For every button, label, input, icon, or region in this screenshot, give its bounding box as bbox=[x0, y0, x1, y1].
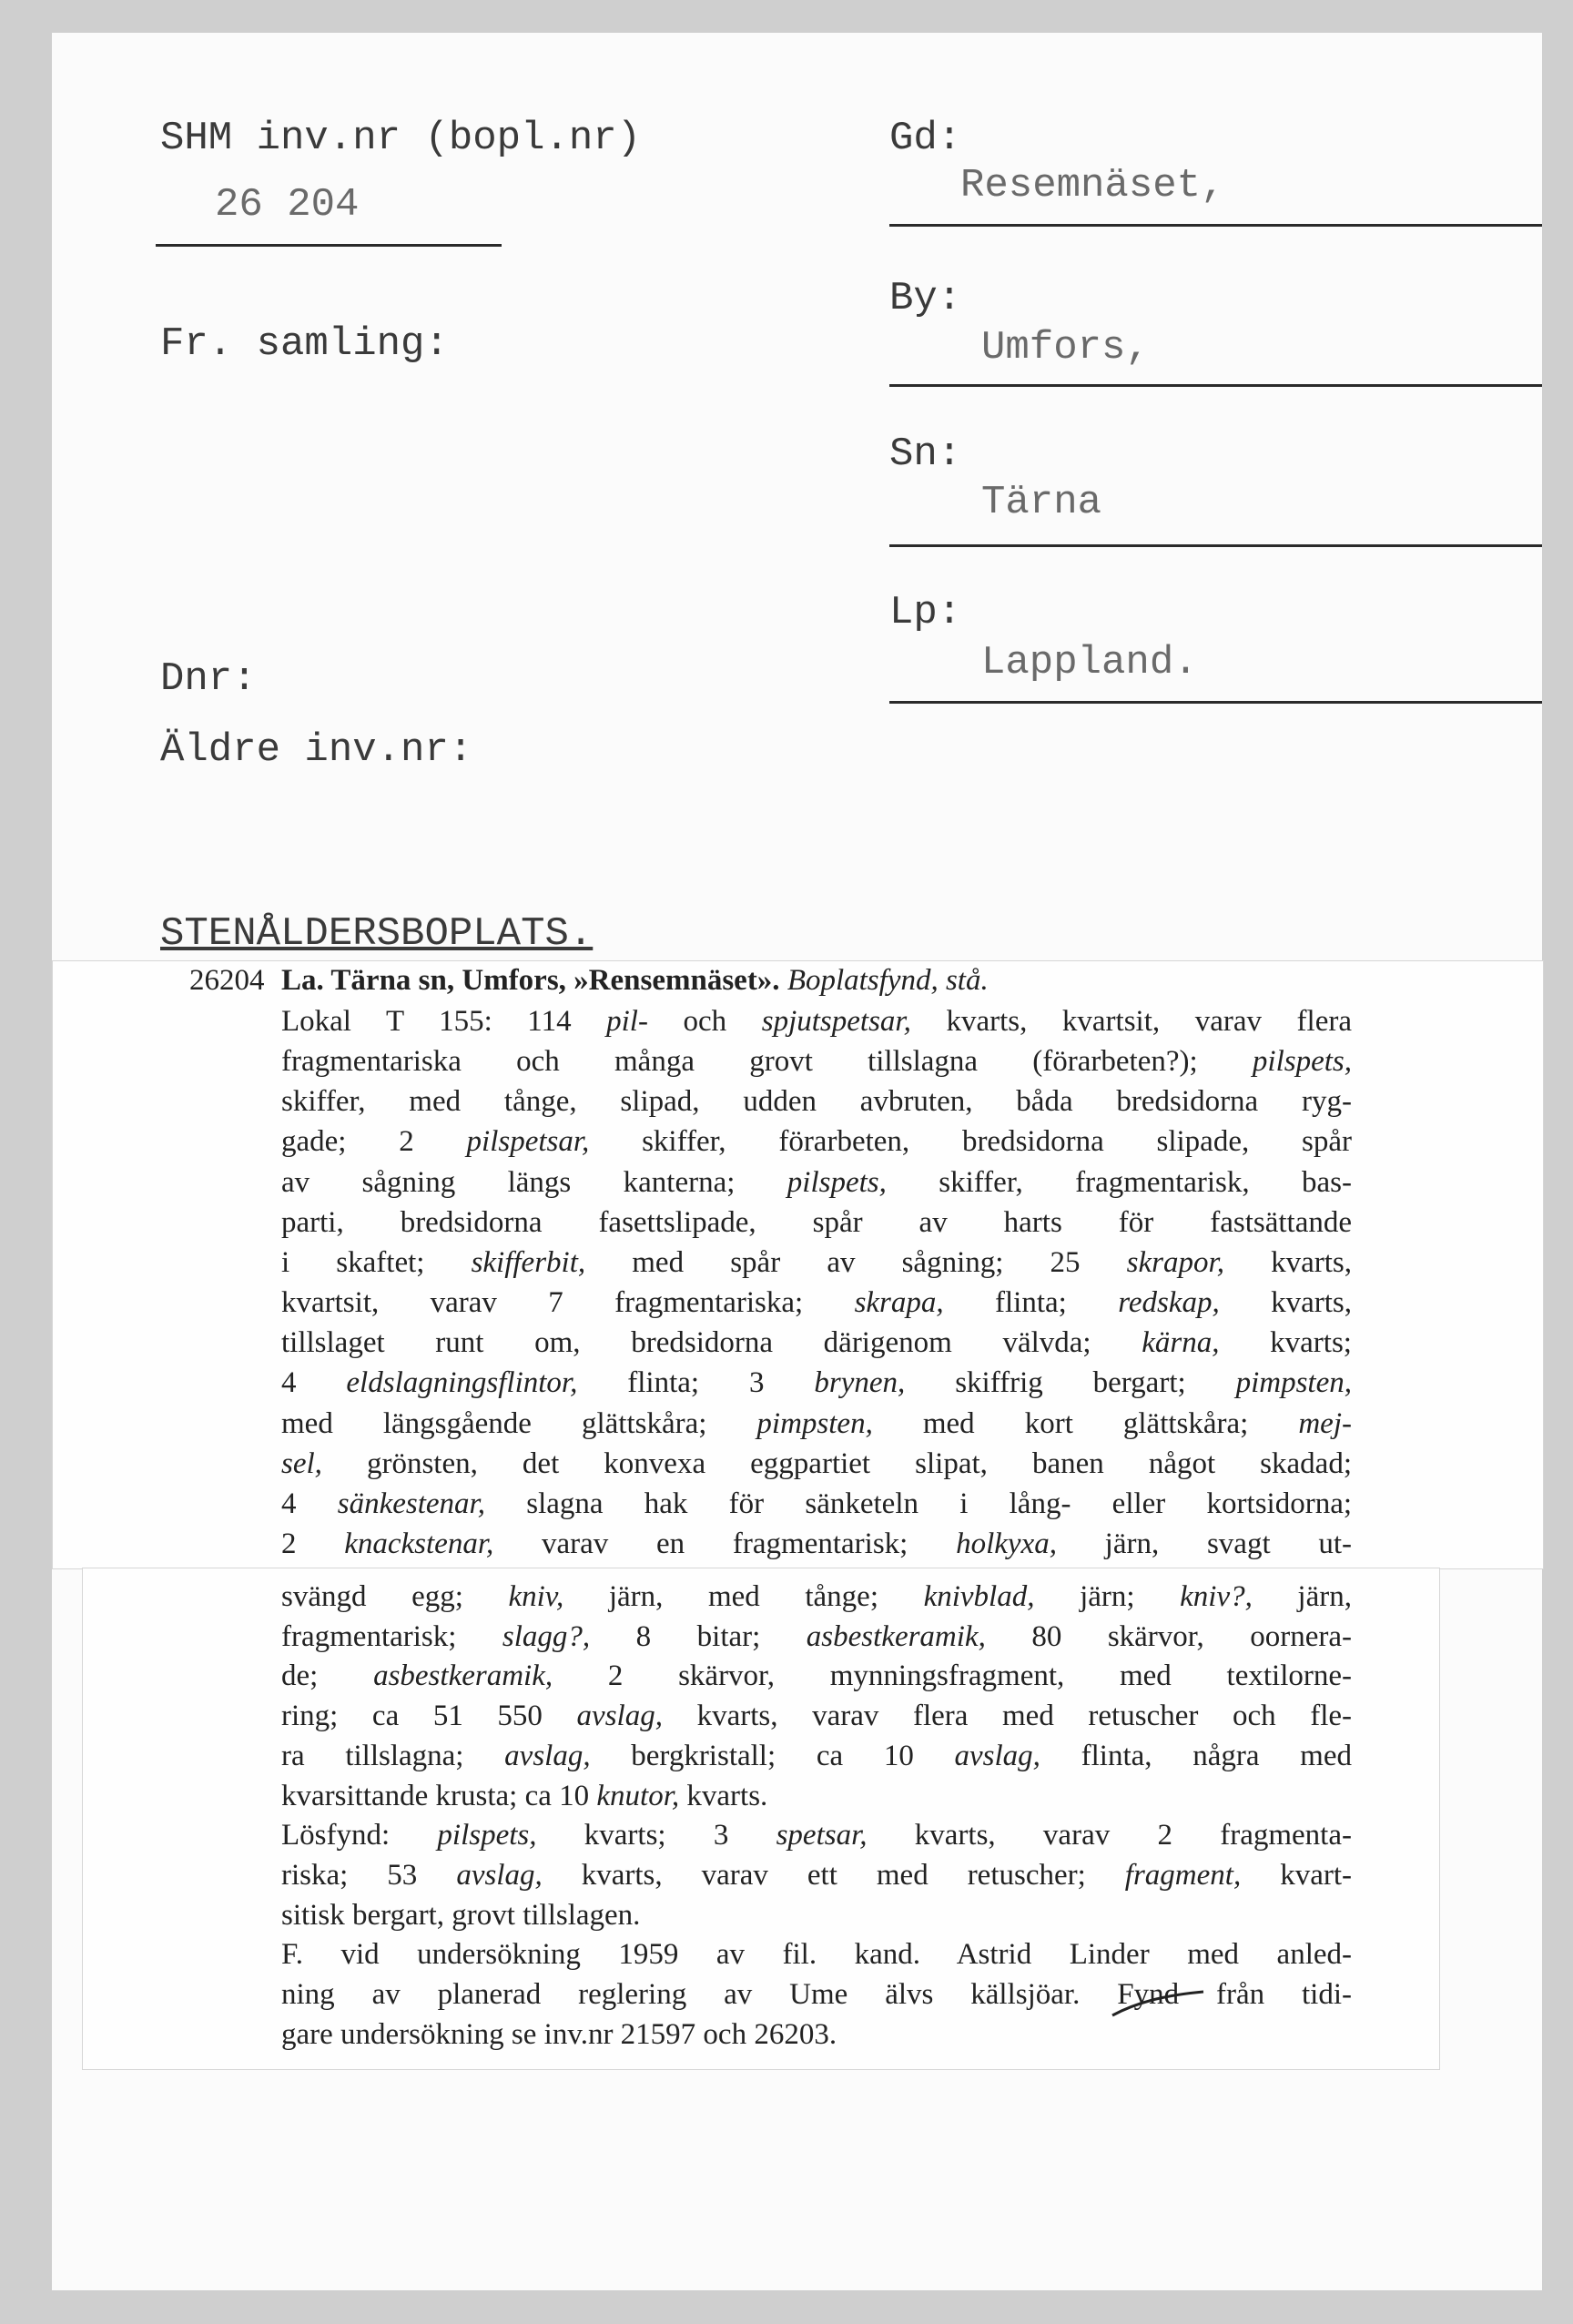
italic-term: eldslagningsflintor, bbox=[346, 1366, 578, 1400]
italic-term: avslag, bbox=[954, 1739, 1040, 1772]
text-line bbox=[281, 1243, 1352, 1283]
text-run: Lokal T 155: 114 bbox=[281, 1005, 607, 1038]
category-heading: STENÅLDERSBOPLATS. bbox=[160, 911, 594, 957]
text-run: skiffer, förarbeten, bredsidorna slipade, spår bbox=[589, 1125, 1352, 1159]
text-line bbox=[281, 1617, 1352, 1657]
text-line bbox=[281, 1323, 1352, 1363]
text-run: kvarsittande krusta; ca 10 bbox=[281, 1779, 597, 1812]
aldre-inv-label: Äldre inv.nr: bbox=[160, 727, 473, 773]
text-run: 2 bbox=[281, 1527, 345, 1560]
text-run: flinta; 3 bbox=[577, 1366, 815, 1400]
text-line bbox=[281, 1203, 1352, 1243]
sn-rule bbox=[889, 544, 1542, 547]
text-run: järn, bbox=[1252, 1580, 1352, 1613]
italic-term: pilspets, bbox=[1252, 1045, 1352, 1079]
sn-label: Sn: bbox=[889, 431, 962, 477]
text-run: riska; 53 bbox=[281, 1858, 457, 1892]
text-run: kvarts, varav 2 fragmenta- bbox=[867, 1819, 1352, 1852]
entry-heading bbox=[281, 960, 1352, 1000]
text-line bbox=[281, 1001, 1352, 1041]
lp-label: Lp: bbox=[889, 590, 962, 635]
text-line bbox=[281, 1934, 1352, 1974]
by-rule bbox=[889, 384, 1542, 387]
entry-number: 26204 bbox=[189, 964, 265, 997]
italic-term: knutor, bbox=[596, 1779, 680, 1812]
text-run: grönsten, det konvexa eggpartiet slipat, banen något skadad; bbox=[321, 1446, 1352, 1480]
text-line bbox=[281, 1776, 1352, 1816]
text-run: gade; 2 bbox=[281, 1125, 467, 1159]
dnr-label: Dnr: bbox=[160, 656, 257, 702]
text-run: med spår av sågning; 25 bbox=[585, 1245, 1127, 1279]
text-run: flinta; bbox=[943, 1286, 1119, 1320]
handwritten-strike-mark bbox=[1109, 1984, 1209, 2021]
text-run: gare undersökning se inv.nr 21597 och 26203. bbox=[281, 2017, 837, 2051]
text-run: 4 bbox=[281, 1487, 338, 1520]
entry-heading-bold: La. Tärna sn, Umfors, »Rensemnäset». bbox=[281, 964, 780, 997]
text-run: kvarts; 3 bbox=[536, 1819, 776, 1852]
italic-term: brynen, bbox=[814, 1366, 906, 1400]
text-run: tillslaget runt om, bredsidorna därigenom välvda; bbox=[281, 1326, 1142, 1360]
text-line bbox=[281, 1736, 1352, 1776]
italic-term: skifferbit, bbox=[471, 1245, 586, 1279]
italic-term: pilspetsar, bbox=[466, 1125, 590, 1159]
italic-term: fragment, bbox=[1124, 1858, 1242, 1892]
inv-label: SHM inv.nr (bopl.nr) bbox=[160, 116, 642, 161]
italic-term: pimpsten, bbox=[756, 1406, 873, 1440]
text-run: ring; ca 51 550 bbox=[281, 1700, 577, 1733]
text-run: flinta, några med bbox=[1040, 1739, 1352, 1772]
italic-term: spetsar, bbox=[776, 1819, 868, 1852]
italic-term: kärna, bbox=[1142, 1326, 1220, 1360]
text-run: bergkristall; ca 10 bbox=[590, 1739, 955, 1772]
text-line bbox=[281, 1855, 1352, 1895]
italic-term: kniv, bbox=[508, 1580, 564, 1613]
lp-value: Lappland. bbox=[981, 640, 1198, 685]
italic-term: pilspets, bbox=[786, 1165, 887, 1199]
italic-term: asbestkeramik, bbox=[373, 1659, 553, 1693]
text-run: ra tillslagna; bbox=[281, 1739, 505, 1772]
by-value: Umfors, bbox=[981, 325, 1150, 370]
italic-term: knackstenar, bbox=[344, 1527, 494, 1560]
text-run: kvarts, bbox=[1219, 1286, 1352, 1320]
italic-term: sel, bbox=[281, 1446, 322, 1480]
text-run: med längsgående glättskåra; bbox=[281, 1406, 757, 1440]
text-line bbox=[281, 1363, 1352, 1403]
text-run: 80 skärvor, oornera- bbox=[985, 1619, 1352, 1653]
fr-samling-label: Fr. samling: bbox=[160, 321, 449, 367]
text-run: slagna hak för sänketeln i lång- eller kortsidorna; bbox=[484, 1487, 1353, 1520]
text-run: kvarts, kvartsit, varav flera bbox=[910, 1005, 1352, 1038]
text-run: sitisk bergart, grovt tillslagen. bbox=[281, 1898, 641, 1932]
italic-term: avslag, bbox=[456, 1858, 543, 1892]
text-run: kvarts, varav ett med retuscher; bbox=[542, 1858, 1125, 1892]
text-line bbox=[281, 1524, 1352, 1564]
text-run: fragmentarisk; bbox=[281, 1619, 502, 1653]
gd-rule bbox=[889, 224, 1542, 227]
italic-term: skrapa, bbox=[854, 1286, 944, 1320]
inv-value: 26 204 bbox=[215, 182, 360, 228]
italic-term: holkyxa, bbox=[956, 1527, 1057, 1560]
italic-term: skrapor, bbox=[1126, 1245, 1224, 1279]
text-run: kvartsit, varav 7 fragmentariska; bbox=[281, 1286, 855, 1320]
text-run: skiffer, fragmentarisk, bas- bbox=[886, 1165, 1352, 1199]
text-run: av sågning längs kanterna; bbox=[281, 1165, 787, 1199]
text-line bbox=[281, 1444, 1352, 1484]
text-run: de; bbox=[281, 1659, 374, 1693]
text-run: ning av planerad reglering av Ume älvs källsjöar. Fynd från tidi- bbox=[281, 1978, 1352, 2011]
text-line bbox=[281, 1656, 1352, 1696]
text-line bbox=[281, 1484, 1352, 1524]
text-line bbox=[281, 1577, 1352, 1617]
inv-rule bbox=[156, 244, 502, 247]
gd-label: Gd: bbox=[889, 116, 962, 161]
text-run: kvarts. bbox=[679, 1779, 768, 1812]
italic-term: asbestkeramik, bbox=[806, 1619, 986, 1653]
text-run: skiffrig bergart; bbox=[905, 1366, 1236, 1400]
italic-term: redskap, bbox=[1118, 1286, 1220, 1320]
sn-value: Tärna bbox=[981, 480, 1102, 525]
text-line bbox=[281, 1081, 1352, 1121]
italic-term: mej- bbox=[1298, 1406, 1352, 1440]
text-run: varav en fragmentarisk; bbox=[493, 1527, 957, 1560]
text-run: svängd egg; bbox=[281, 1580, 509, 1613]
text-run: 4 bbox=[281, 1366, 347, 1400]
entry-heading-italic: Boplatsfynd, stå. bbox=[786, 964, 989, 997]
text-run: fragmentariska och många grovt tillslagna (förarbeten?); bbox=[281, 1045, 1253, 1079]
italic-term: sänkestenar, bbox=[337, 1487, 485, 1520]
text-run: kvarts; bbox=[1219, 1326, 1352, 1360]
text-run: skiffer, med tånge, slipad, udden avbruten, båda bredsidorna ryg- bbox=[281, 1085, 1352, 1119]
gd-value: Resemnäset, bbox=[960, 163, 1225, 208]
italic-term: avslag, bbox=[504, 1739, 591, 1772]
text-run: järn, med tånge; bbox=[563, 1580, 924, 1613]
italic-term: kniv?, bbox=[1180, 1580, 1253, 1613]
text-run: kvarts, varav flera med retuscher och fle- bbox=[662, 1700, 1353, 1733]
text-run: järn, svagt ut- bbox=[1056, 1527, 1353, 1560]
by-label: By: bbox=[889, 276, 962, 321]
text-run: med kort glättskåra; bbox=[872, 1406, 1299, 1440]
italic-term: pilspets, bbox=[437, 1819, 537, 1852]
text-line bbox=[281, 1162, 1352, 1203]
text-line bbox=[281, 1121, 1352, 1162]
italic-term: slagg?, bbox=[502, 1619, 591, 1653]
text-run: Lösfynd: bbox=[281, 1819, 438, 1852]
lp-rule bbox=[889, 701, 1542, 704]
italic-term: pimpsten, bbox=[1235, 1366, 1352, 1400]
text-run: 8 bitar; bbox=[590, 1619, 807, 1653]
text-line bbox=[281, 1404, 1352, 1444]
text-line bbox=[281, 1696, 1352, 1736]
text-run: i skaftet; bbox=[281, 1245, 472, 1279]
text-line bbox=[281, 1041, 1352, 1081]
text-run: 2 skärvor, mynningsfragment, med textilorne- bbox=[553, 1659, 1352, 1693]
text-run: parti, bredsidorna fasettslipade, spår av harts för fastsättande bbox=[281, 1205, 1352, 1239]
text-line bbox=[281, 1815, 1352, 1855]
text-run: och bbox=[647, 1005, 762, 1038]
text-run: järn; bbox=[1034, 1580, 1181, 1613]
italic-term: knivblad, bbox=[923, 1580, 1035, 1613]
text-run: kvarts, bbox=[1223, 1245, 1352, 1279]
text-line bbox=[281, 1283, 1352, 1323]
italic-term: pil- bbox=[606, 1005, 648, 1038]
text-run: kvart- bbox=[1241, 1858, 1352, 1892]
text-line bbox=[281, 1895, 1352, 1935]
italic-term: avslag, bbox=[576, 1700, 663, 1733]
italic-term: spjutspetsar, bbox=[761, 1005, 911, 1038]
text-run: F. vid undersökning 1959 av fil. kand. Astrid Linder med anled- bbox=[281, 1938, 1352, 1972]
